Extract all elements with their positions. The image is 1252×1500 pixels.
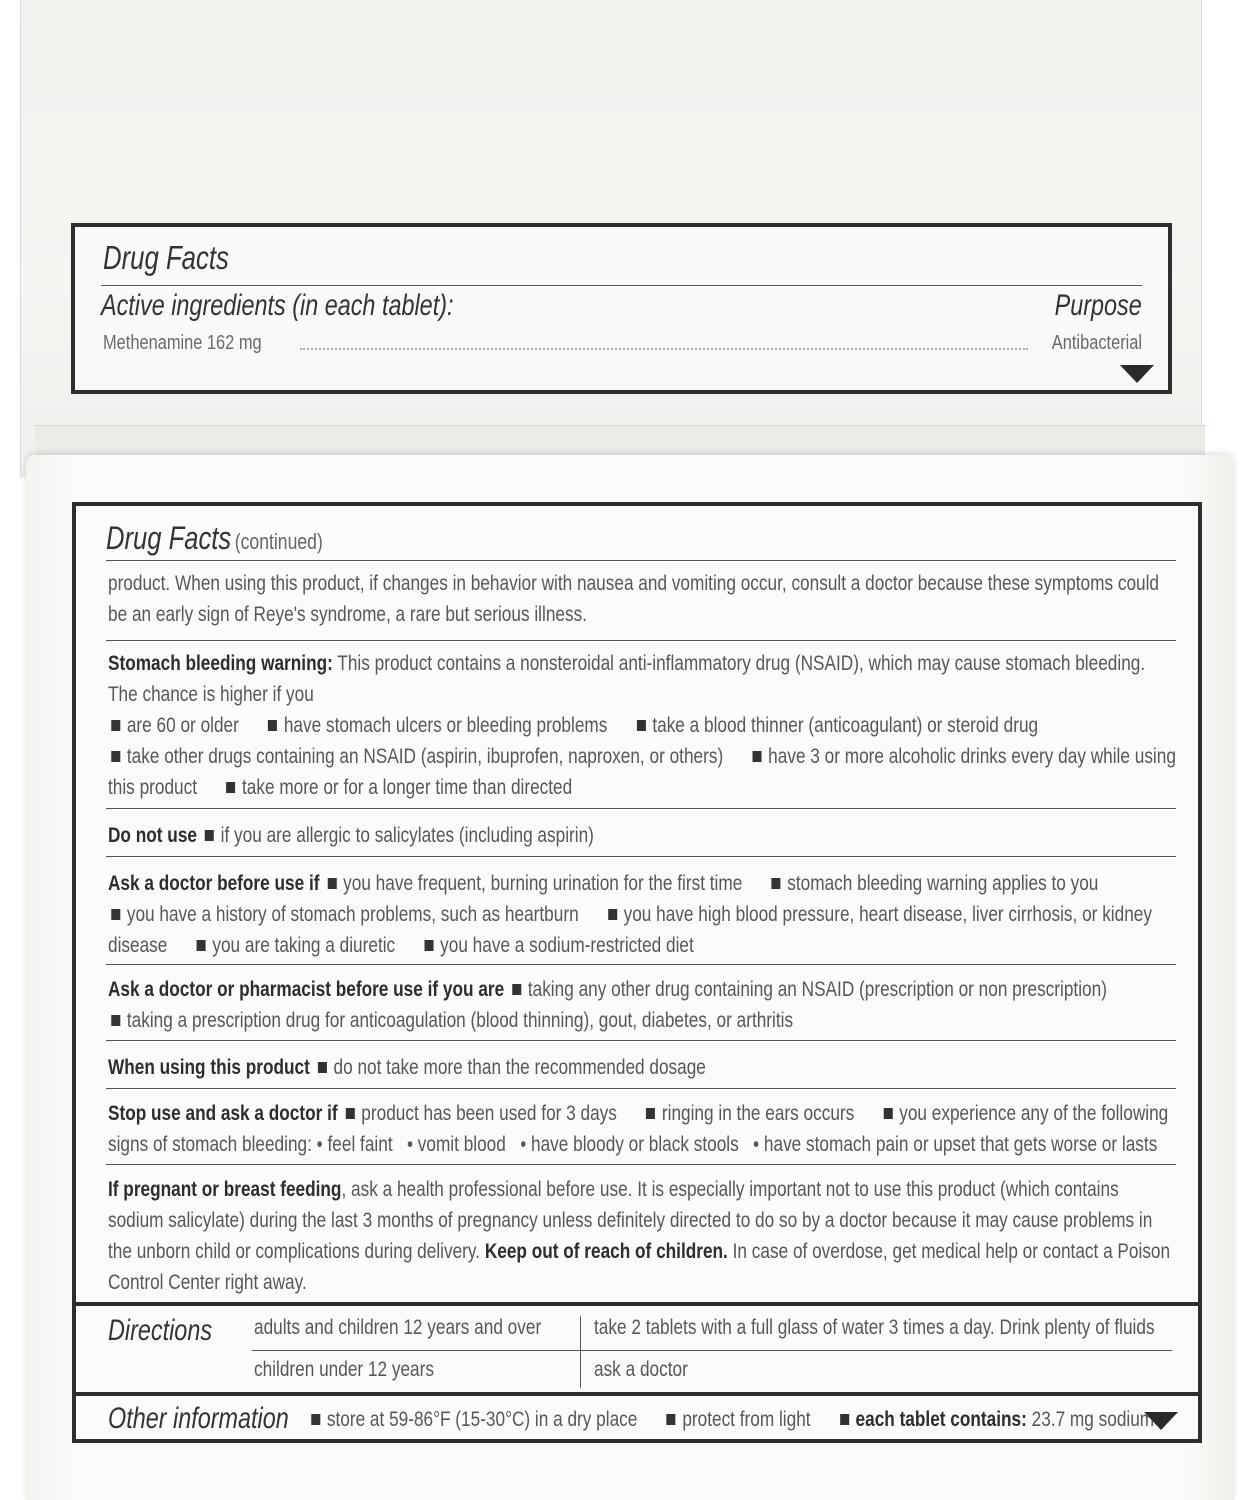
ingredient-row — [103, 331, 1142, 355]
table-row — [252, 1352, 1172, 1394]
bullet-icon — [111, 720, 120, 731]
drug-facts-heading: Drug Facts — [106, 520, 232, 556]
list-item-label: each tablet contains: — [855, 1408, 1027, 1431]
list-item: you have a sodium-restricted diet — [440, 934, 694, 957]
list-item: take a blood thinner (anticoagulant) or steroid drug — [652, 714, 1039, 737]
bullet-icon — [111, 1015, 120, 1026]
stomach-bleeding-text: This product contains a nonsteroidal anti-inflammatory drug (NSAID), which may cause stomach bleeding. The chance is higher if you — [108, 652, 1146, 706]
bullet-icon — [425, 940, 434, 951]
list-item: protect from light — [682, 1408, 811, 1431]
table-cell: take 2 tablets with a full glass of water 3 times a day. Drink plenty of fluids — [594, 1316, 1155, 1339]
list-item: product has been used for 3 days — [361, 1102, 617, 1125]
list-item: 23.7 mg sodium — [1031, 1408, 1155, 1431]
table-row — [252, 1310, 1172, 1352]
do-not-use-section — [108, 820, 1176, 851]
list-item: have stomach ulcers or bleeding problems — [283, 714, 608, 737]
bullet-icon — [884, 1108, 893, 1119]
bullet-icon — [205, 830, 214, 841]
drug-facts-main-box — [72, 502, 1202, 1443]
pregnancy-heading: If pregnant or breast feeding — [108, 1178, 342, 1201]
when-using-section — [108, 1052, 1176, 1083]
list-item: you have frequent, burning urination for the first time — [343, 872, 743, 895]
ingredient-name: Methenamine 162 mg — [103, 332, 262, 354]
reye-warning-section — [108, 568, 1176, 630]
reye-warning-text: product. When using this product, if changes in behavior with nausea and vomiting occur, consult a doctor because these symptoms could be an early sign of Reye's syndrome, a rare but serious illness. — [108, 572, 1160, 626]
pregnancy-section — [108, 1174, 1176, 1298]
list-item: stomach bleeding warning applies to you — [787, 872, 1099, 895]
bullet-icon — [608, 909, 617, 920]
divider — [106, 1040, 1176, 1041]
divider — [106, 1164, 1176, 1165]
continue-arrow-icon — [1144, 1412, 1178, 1430]
pregnancy-text: , ask a health professional before use. It is especially important not to use this product (which contains sodium salicylate) during the last 3 months of pregnancy unless definitely directed to do so by a doctor because it may cause problems in the unborn child or complications during delivery. — [108, 1178, 1153, 1263]
list-item: have bloody or black stools — [531, 1133, 739, 1156]
table-cell: children under 12 years — [254, 1358, 434, 1381]
list-item: you are taking a diuretic — [212, 934, 396, 957]
list-item: taking a prescription drug for anticoagulation (blood thinning), gout, diabetes, or arthritis — [126, 1009, 794, 1032]
bullet-icon — [328, 878, 337, 889]
table-cell: ask a doctor — [594, 1358, 688, 1381]
bullet-icon — [197, 940, 206, 951]
when-using-heading: When using this product — [108, 1056, 310, 1079]
list-item: store at 59-86°F (15-30°C) in a dry place — [326, 1408, 638, 1431]
continued-label: (continued) — [234, 529, 323, 554]
ingredient-purpose: Antibacterial — [1051, 332, 1142, 354]
divider — [106, 560, 1176, 561]
stop-use-section: Stop use and ask a doctor if product has been used for 3 days ringing in the ears occurs you experience any of the following signs of stomach bleeding: • feel faint • vomit blood • have bloody or black stools • have stomach pain or upset that gets worse or lasts — [108, 1102, 1169, 1156]
list-item: vomit blood — [417, 1133, 506, 1156]
stop-use-heading: Stop use and ask a doctor if — [108, 1102, 338, 1125]
directions-table — [252, 1310, 1172, 1394]
bullet-icon — [111, 751, 120, 762]
list-item: ringing in the ears occurs — [661, 1102, 855, 1125]
other-information-heading: Other information — [108, 1402, 289, 1435]
bullet-icon — [646, 1108, 655, 1119]
list-item: take other drugs containing an NSAID (aspirin, ibuprofen, naproxen, or others) — [126, 745, 724, 768]
list-item: are 60 or older — [126, 714, 239, 737]
bullet-icon — [111, 909, 120, 920]
main-drug-facts-title — [106, 520, 323, 557]
list-item: taking any other drug containing an NSAID (prescription or non prescription) — [527, 978, 1107, 1001]
bullet-icon — [268, 720, 277, 731]
list-item: feel faint — [327, 1133, 393, 1156]
other-info-top-border — [76, 1392, 1198, 1396]
directions-heading: Directions — [108, 1314, 213, 1347]
divider — [252, 1350, 1172, 1351]
other-information-text — [308, 1408, 1154, 1432]
list-item: you experience any of the following signs of stomach bleeding: — [108, 1102, 1169, 1156]
list-item: if you are allergic to salicylates (including aspirin) — [220, 824, 594, 847]
top-drug-facts-title: Drug Facts — [103, 239, 229, 276]
list-item: do not take more than the recommended dosage — [333, 1056, 706, 1079]
bullet-icon — [346, 1108, 355, 1119]
ask-doctor-heading: Ask a doctor before use if — [108, 872, 320, 895]
bullet-icon — [226, 782, 235, 793]
active-ingredients-heading: Active ingredients (in each tablet): — [101, 289, 454, 322]
dot-leader — [300, 348, 1027, 350]
bullet-icon — [667, 1414, 676, 1425]
ask-pharmacist-heading: Ask a doctor or pharmacist before use if you are — [108, 978, 505, 1001]
purpose-heading: Purpose — [1054, 289, 1142, 322]
list-item: you have high blood pressure, heart disease, liver cirrhosis, or kidney disease — [108, 903, 1152, 957]
continue-arrow-icon — [1120, 365, 1154, 383]
bullet-icon — [311, 1414, 320, 1425]
bullet-icon — [753, 751, 762, 762]
list-item: have stomach pain or upset that gets worse or lasts — [763, 1133, 1158, 1156]
bullet-icon — [637, 720, 646, 731]
table-cell: adults and children 12 years and over — [254, 1316, 542, 1339]
bullet-icon — [318, 1062, 327, 1073]
drug-facts-top-box — [71, 223, 1172, 394]
divider — [106, 1088, 1176, 1089]
divider — [106, 856, 1176, 857]
list-item: take more or for a longer time than directed — [241, 776, 573, 799]
stomach-bleeding-heading: Stomach bleeding warning: — [108, 652, 333, 675]
keep-out-of-reach: Keep out of reach of children. — [484, 1240, 728, 1263]
do-not-use-heading: Do not use — [108, 824, 197, 847]
divider — [106, 640, 1176, 641]
bullet-icon — [512, 984, 521, 995]
directions-top-border — [76, 1302, 1198, 1306]
bullet-icon — [772, 878, 781, 889]
list-item: you have a history of stomach problems, such as heartburn — [126, 903, 579, 926]
overdose-text: In case of overdose, get medical help or contact a Poison Control Center right away. — [108, 1240, 1171, 1294]
stomach-bleeding-section — [108, 648, 1176, 803]
bullet-icon — [840, 1414, 849, 1425]
divider — [106, 964, 1176, 965]
top-divider — [101, 285, 1142, 286]
list-item: have 3 or more alcoholic drinks every day while using this product — [108, 745, 1176, 799]
ask-doctor-section — [108, 868, 1176, 961]
ask-pharmacist-section — [108, 974, 1176, 1036]
divider — [106, 808, 1176, 809]
